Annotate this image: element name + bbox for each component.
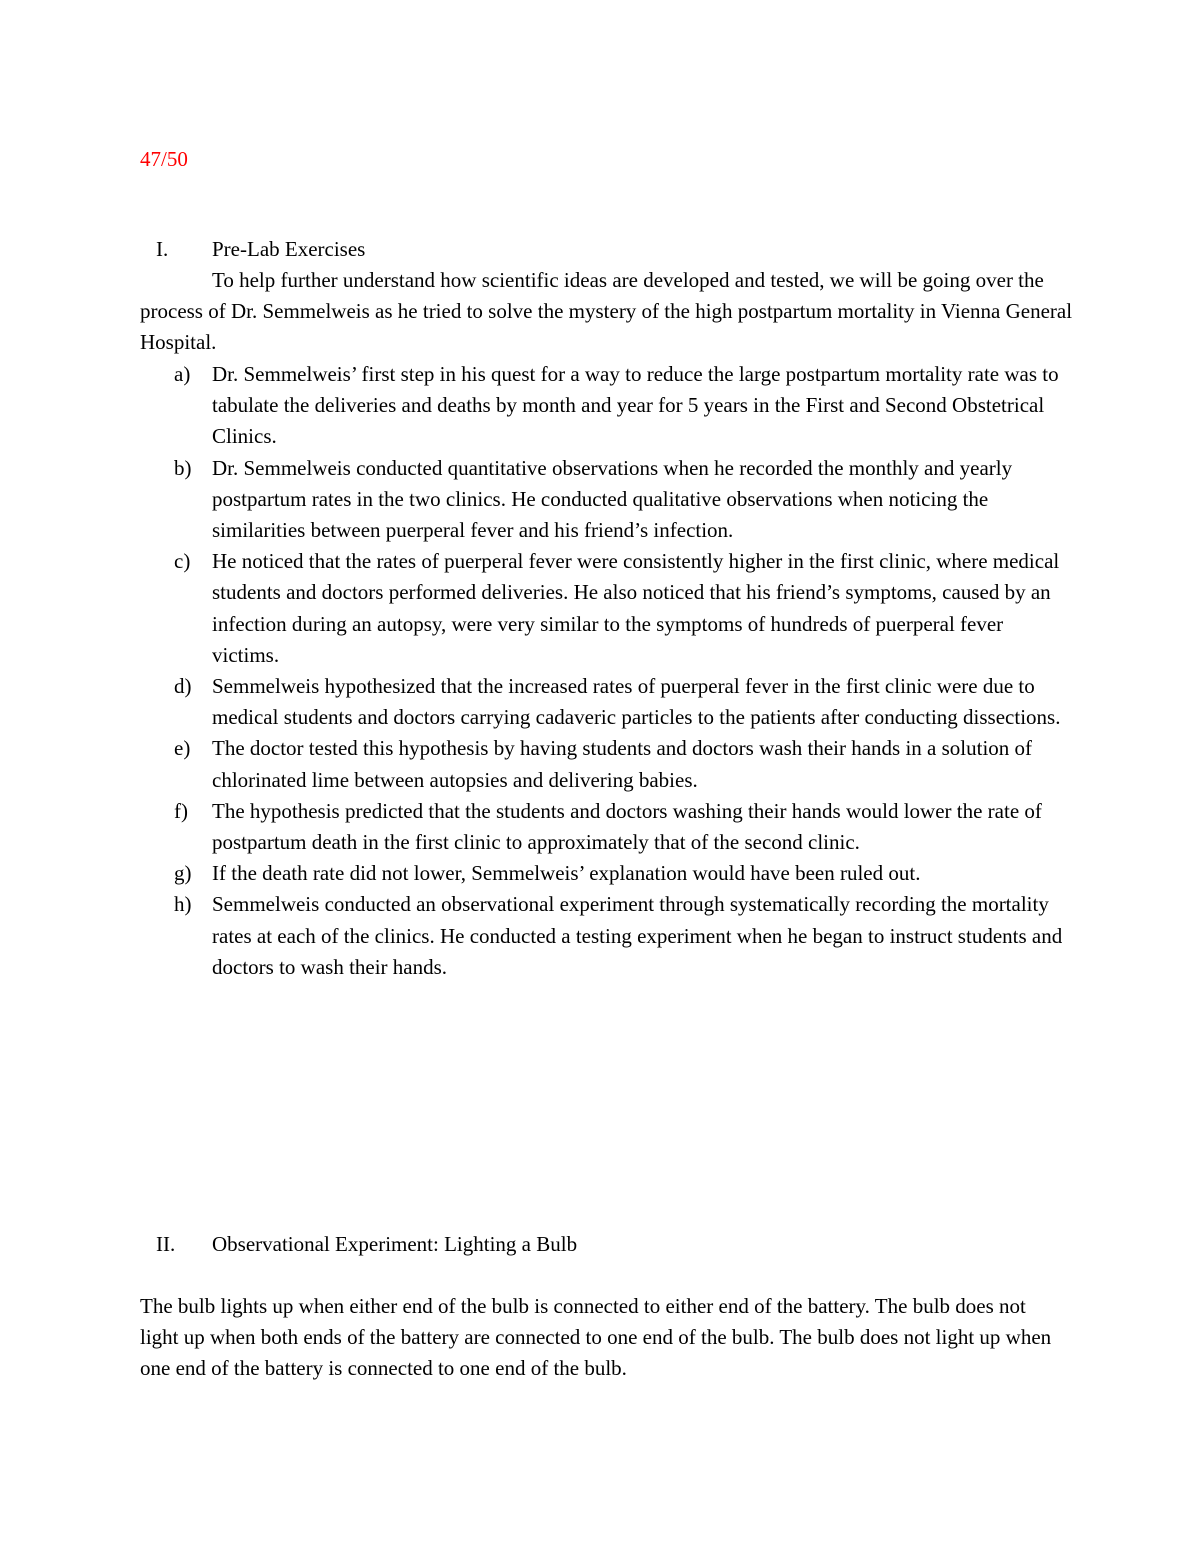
list-item-text: If the death rate did not lower, Semmelweis’ explanation would have been ruled out. [212, 861, 921, 886]
list-marker: c) [174, 549, 191, 574]
list-item [140, 858, 1070, 889]
list-marker: e) [174, 736, 191, 761]
section-number: II. [156, 1232, 176, 1256]
list-item [140, 359, 1070, 453]
exercise-list [140, 359, 1070, 983]
grade-score: 47/50 [140, 147, 188, 171]
section-number: I. [156, 237, 169, 261]
list-marker: f) [174, 798, 188, 823]
list-marker: b) [174, 455, 192, 480]
list-marker: g) [174, 861, 192, 886]
list-item-text: The hypothesis predicted that the students and doctors washing their hands would lower the rate of postpartum death in the first clinic to approximately that of the second clinic. [212, 798, 1042, 855]
list-item-text: Semmelweis conducted an observational experiment through systematically recording the mortality rates at each of the clinics. He conducted a testing experiment when he began to instruct students and doctors to wash their hands. [212, 892, 1063, 979]
list-item-text: The doctor tested this hypothesis by having students and doctors wash their hands in a solution of chlorinated lime between autopsies and delivering babies. [212, 736, 1033, 792]
observation-paragraph: The bulb lights up when either end of the bulb is connected to either end of the battery. The bulb does not light up when both ends of the battery are connected to one end of the bulb. The bulb does not light up when one end of the battery is connected to one end of the bulb. [140, 1294, 1052, 1380]
section-title: Observational Experiment: Lighting a Bulb [212, 1232, 578, 1256]
list-marker: h) [174, 892, 192, 917]
list-item [140, 796, 1070, 858]
list-item [140, 453, 1070, 547]
list-item-text: Semmelweis hypothesized that the increased rates of puerperal fever in the first clinic were due to medical students and doctors carrying cadaveric particles to the patients after conducting dissections. [212, 674, 1061, 730]
list-item [140, 671, 1070, 733]
list-item [140, 889, 1070, 983]
list-item [140, 733, 1070, 795]
list-item-text: Dr. Semmelweis conducted quantitative observations when he recorded the monthly and yearly postpartum rates in the two clinics. He conducted qualitative observations when noticing the similarities between puerperal fever and his friend’s infection. [212, 455, 1013, 543]
list-item-text: Dr. Semmelweis’ first step in his quest for a way to reduce the large postpartum mortality rate was to tabulate the deliveries and deaths by month and year for 5 years in the First and Second Obstetrical Clinics. [212, 362, 1059, 449]
list-item-text: He noticed that the rates of puerperal fever were consistently higher in the first clinic, where medical students and doctors performed deliveries. He also noticed that his friend’s symptoms, caused by an infection during an autopsy, were very similar to the symptoms of hundreds of puerperal fever victims. [212, 549, 1060, 667]
section-intro-paragraph: To help further understand how scientific ideas are developed and tested, we will be going over the process of Dr. Semmelweis as he tried to solve the mystery of the high postpartum mortality in Vienna General Hospital. [140, 268, 1073, 354]
list-marker: a) [174, 362, 191, 386]
list-marker: d) [174, 674, 192, 699]
list-item [140, 546, 1070, 671]
section-title: Pre-Lab Exercises [212, 237, 366, 261]
